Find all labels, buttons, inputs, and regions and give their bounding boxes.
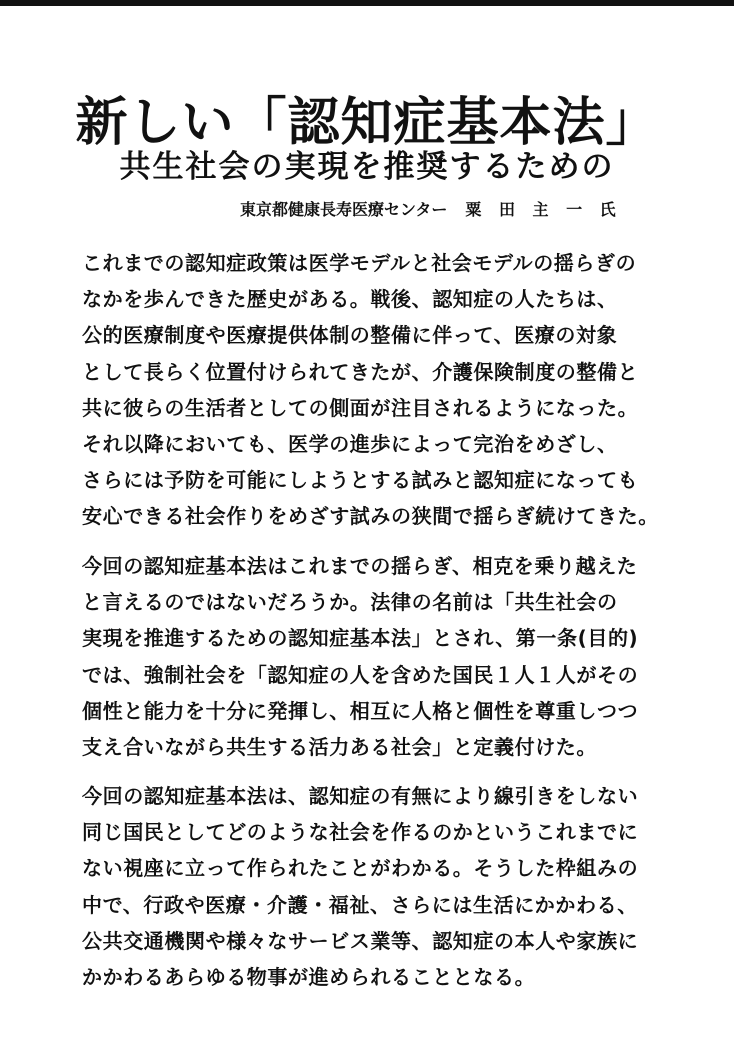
paragraph-2: [82, 548, 722, 765]
paragraph-line: ない視座に立って作られたことがわかる。そうした枠組みの: [82, 856, 639, 881]
paragraph-line: さらには予防を可能にしようとする試みと認知症になっても: [82, 468, 639, 493]
paragraph-line: 共に彼らの生活者としての側面が注目されるようになった。: [82, 395, 639, 420]
paragraph-line: かかわるあらゆる物事が進められることとなる。: [82, 965, 536, 990]
paragraph-line: では、強制社会を「認知症の人を含めた国民１人１人がその: [82, 662, 639, 687]
author-name: 粟 田 主 一 氏: [465, 200, 622, 219]
paragraph-line: 公的医療制度や医療提供体制の整備に伴って、医療の対象: [82, 323, 618, 348]
paragraph-line: と言えるのではないだろうか。法律の名前は「共生社会の: [82, 590, 618, 615]
paragraph-line: として長らく位置付けられてきたが、介護保険制度の整備と: [82, 359, 639, 384]
paragraph-3: [82, 778, 722, 995]
paragraph-line: 個性と能力を十分に発揮し、相互に人格と個性を尊重しつつ: [82, 698, 639, 723]
paragraph-line: 今回の認知症基本法はこれまでの揺らぎ、相克を乗り越えた: [82, 554, 638, 578]
author-byline: [240, 198, 622, 222]
paragraph-line: 公共交通機関や様々なサービス業等、認知症の本人や家族に: [82, 928, 639, 953]
paragraph-line: 同じ国民としてどのような社会を作るのかというこれまでに: [82, 820, 639, 845]
paragraph-line: これまでの認知症政策は医学モデルと社会モデルの揺らぎの: [82, 251, 637, 275]
paragraph-line: 実現を推進するための認知症基本法」とされ、第一条(目的): [82, 626, 639, 651]
top-border: [0, 0, 734, 6]
article-subtitle: 共生社会の実現を推奨するための: [119, 149, 615, 185]
paragraph-line: なかを歩んできた歴史がある。戦後、認知症の人たちは、: [82, 287, 618, 312]
paragraph-1: [82, 245, 722, 535]
article-title: 新しい「認知症基本法」: [75, 92, 659, 153]
paragraph-line: 今回の認知症基本法は、認知症の有無により線引きをしない: [82, 784, 639, 808]
paragraph-line: 支え合いながら共生する活力ある社会」と定義付けた。: [82, 735, 597, 760]
author-organization: 東京都健康長寿医療センター: [240, 200, 448, 219]
paragraph-line: 中で、行政や医療・介護・福祉、さらには生活にかかわる、: [82, 892, 638, 917]
paragraph-line: 安心できる社会作りをめざす試みの狭間で揺らぎ続けてきた。: [82, 504, 659, 529]
paragraph-line: それ以降においても、医学の進歩によって完治をめざし、: [82, 432, 618, 457]
